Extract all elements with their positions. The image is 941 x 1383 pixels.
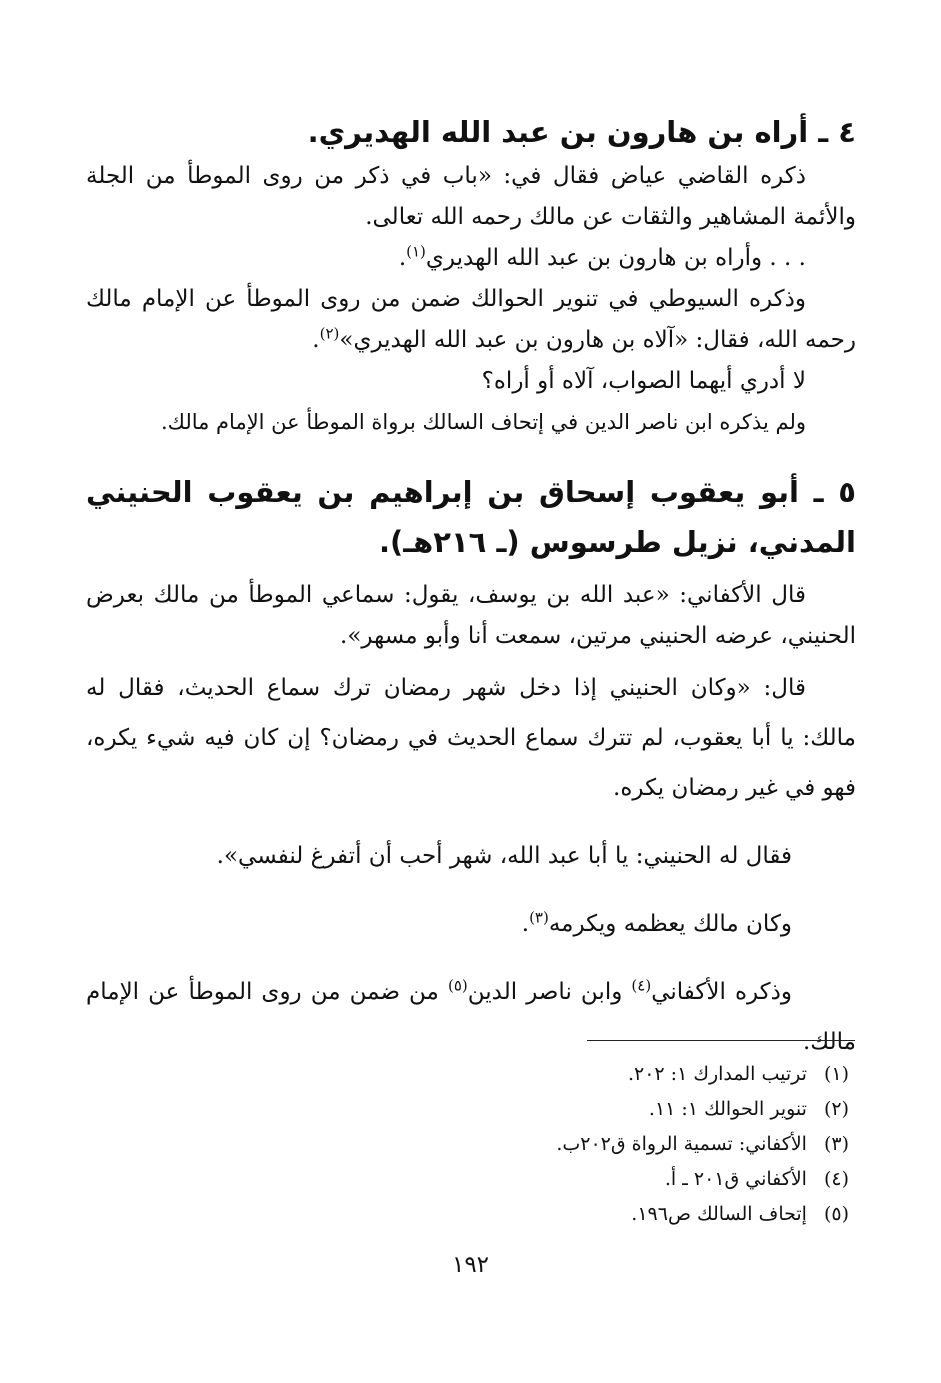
paragraph-text: ذكره القاضي عياض فقال في: «باب في ذكر من روى الموطأ من الجلة والأئمة المشاهير والثقات عن مالك رحمه الله تعالى. bbox=[86, 163, 856, 230]
footnote-divider bbox=[587, 1040, 855, 1041]
footnote-3 bbox=[349, 1127, 849, 1162]
paragraph-punct: . bbox=[398, 245, 407, 271]
section-5-paragraph-1 bbox=[86, 575, 856, 657]
footnote-ref-5[interactable]: (٥) bbox=[447, 976, 468, 995]
page-body bbox=[86, 110, 856, 1067]
section-4-paragraph-2 bbox=[86, 238, 856, 279]
paragraph-text: وذكره الأكفاني bbox=[651, 979, 792, 1005]
section-4-paragraph-4 bbox=[86, 361, 856, 402]
paragraph-punct: . bbox=[312, 327, 320, 353]
page-number: ١٩٢ bbox=[451, 1252, 490, 1278]
section-5-paragraph-2 bbox=[86, 663, 856, 813]
footnote-2 bbox=[349, 1092, 849, 1127]
footnote-number: (٢) bbox=[823, 1098, 849, 1120]
paragraph-text: . . . وأراه بن هارون بن عبد الله الهديري bbox=[425, 245, 806, 271]
footnote-text: تنوير الحوالك ١: ١١. bbox=[648, 1098, 807, 1120]
paragraph-text: فقال له الحنيني: يا أبا عبد الله، شهر أحب أن أتفرغ لنفسي». bbox=[216, 843, 792, 869]
footnote-ref-2[interactable]: (٢) bbox=[319, 324, 340, 343]
footnote-text: ترتيب المدارك ١: ٢٠٢. bbox=[627, 1063, 807, 1085]
paragraph-text: قال: «وكان الحنيني إذا دخل شهر رمضان ترك سماع الحديث، فقال له مالك: يا أبا يعقوب، لم تترك سماع الحديث في رمضان؟ إن كان فيه شيء يكره، فهو في غير رمضان يكره. bbox=[86, 675, 856, 801]
footnote-number: (٤) bbox=[823, 1168, 849, 1190]
footnote-number: (٥) bbox=[823, 1203, 849, 1225]
section-5-heading: ٥ ـ أبو يعقوب إسحاق بن إبراهيم بن يعقوب الحنيني المدني، نزيل طرسوس (ـ ٢١٦هـ). bbox=[86, 475, 856, 559]
paragraph-text: وذكره السيوطي في تنوير الحوالك ضمن من روى الموطأ عن الإمام مالك رحمه الله، فقال: «آلاه بن هارون بن عبد الله الهديري» bbox=[86, 286, 856, 353]
footnotes-list bbox=[349, 1057, 849, 1232]
section-5-paragraph-5 bbox=[86, 967, 856, 1067]
footnote-5 bbox=[349, 1197, 849, 1232]
section-5-paragraph-4 bbox=[86, 899, 856, 949]
paragraph-text: ولم يذكره ابن ناصر الدين في إتحاف السالك برواة الموطأ عن الإمام مالك. bbox=[160, 410, 806, 434]
footnote-ref-1[interactable]: (١) bbox=[406, 242, 426, 261]
section-4-paragraph-5 bbox=[86, 402, 856, 443]
footnote-ref-4[interactable]: (٤) bbox=[631, 976, 652, 995]
footnote-1 bbox=[349, 1057, 849, 1092]
footnote-text: إتحاف السالك ص١٩٦. bbox=[631, 1203, 807, 1225]
paragraph-text: وكان مالك يعظمه ويكرمه bbox=[548, 911, 792, 937]
paragraph-punct: . bbox=[521, 911, 530, 937]
section-4-heading: ٤ ـ أراه بن هارون بن عبد الله الهديري. bbox=[307, 115, 856, 149]
footnote-4 bbox=[349, 1162, 849, 1197]
footnote-text: الأكفاني: تسمية الرواة ق٢٠٢ب. bbox=[556, 1133, 807, 1155]
paragraph-text: قال الأكفاني: «عبد الله بن يوسف، يقول: سماعي الموطأ من مالك بعرض الحنيني، عرضه الحنيني مرتين، سمعت أنا وأبو مسهر». bbox=[86, 582, 856, 649]
footnote-number: (١) bbox=[823, 1063, 849, 1085]
section-5-paragraph-3 bbox=[86, 831, 856, 881]
footnote-ref-3[interactable]: (٣) bbox=[529, 908, 549, 927]
section-4-paragraph-1 bbox=[86, 156, 856, 238]
paragraph-text: وابن ناصر الدين bbox=[467, 979, 632, 1005]
paragraph-text: لا أدري أيهما الصواب، آلاه أو أراه؟ bbox=[481, 368, 806, 394]
footnote-number: (٣) bbox=[823, 1133, 849, 1155]
section-4-paragraph-3 bbox=[86, 279, 856, 361]
paragraph-text: من ضمن من روى الموطأ عن الإمام مالك. bbox=[86, 979, 856, 1055]
footnote-text: الأكفاني ق٢٠١ ـ أ. bbox=[664, 1168, 807, 1190]
